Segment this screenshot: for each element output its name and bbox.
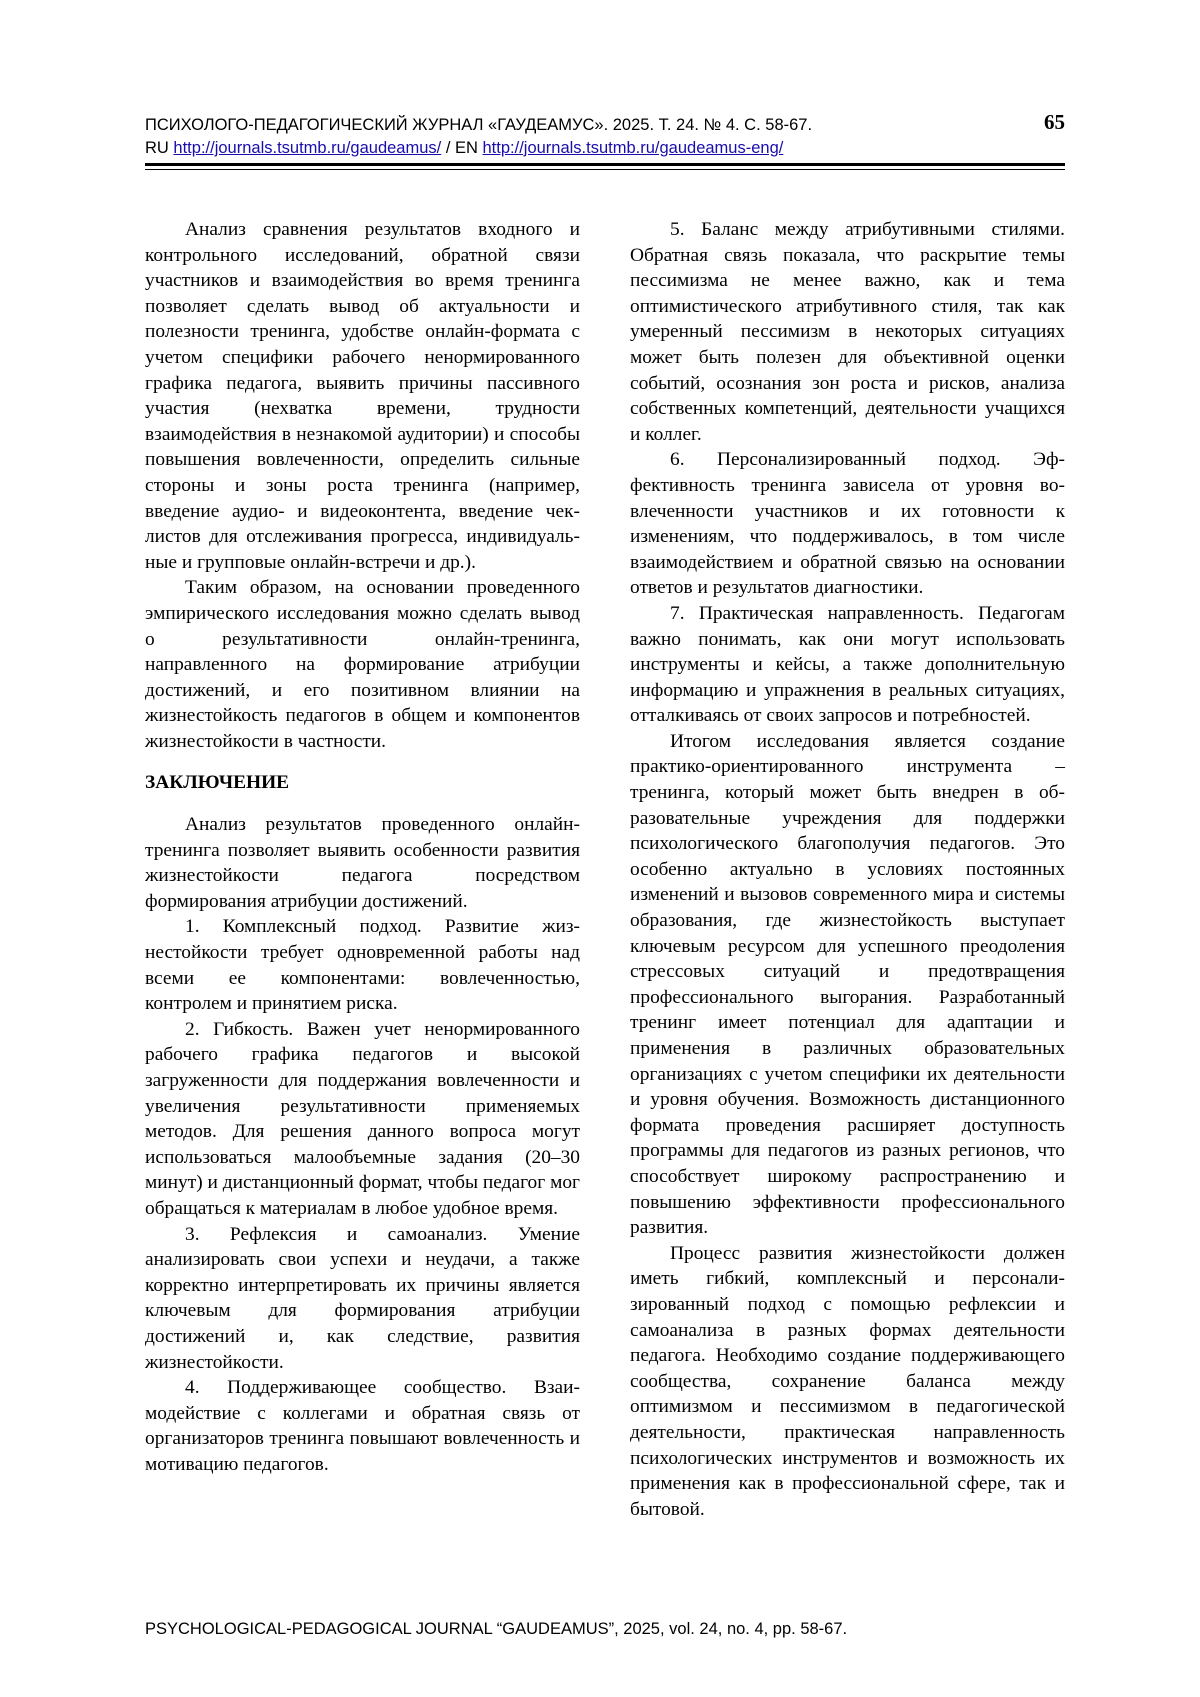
list-item-1: 1. Комплексный подход. Развитие жизнестойкости требует одновременной работы над всеми ее компонентами: вовлеченностью, контролем и принятием риска. <box>145 916 580 1015</box>
list-item-4: 4. Поддерживающее сообщество. Взаимодействие с коллегами и обратная связь от организаторов тренинга повышают вовлеченность и мотивацию педагогов. <box>145 1377 580 1475</box>
list-item-5: 5. Баланс между атрибутивными стилями. Обратная связь показала, что раскрытие темы пессимизма не менее важно, как и тема оптимистического атрибутивного стиля, так как умеренный пессимизм в некоторых ситуациях может быть полезен для объективной оценки событий, осознания зон роста и рисков, анализа собственных компетенций, деятельности учащихся и коллег. <box>630 219 1065 445</box>
paragraph-analysis: Анализ сравнения результатов входного и контрольного исследований, обратной связи участников и взаимодействия во время тренинга позволяет сделать вывод об актуальности и полезности тренинга, удобстве онлайн-формата с учетом специфики рабочего ненормированного графика педагога, выявить причины пассивного участия (нехватка времени, трудности взаимодействия в незнакомой аудитории) и способы повышения вовлеченности, определить сильные стороны и зоны роста тренинга (например, введение аудио- и видеоконтента, введение чек-листов для отслеживания прогресса, индивидуальные и групповые онлайн-встречи и др.). <box>145 219 580 573</box>
right-column <box>630 217 1065 1522</box>
paragraph-conclusion-summary: Таким образом, на основании проведенного эмпирического исследования можно сделать вывод о результативности онлайн-тренинга, направленного на формирование атрибуции достижений, и его позитивном влиянии на жизнестойкость педагогов в общем и компонентов жизнестойкости в частности. <box>145 577 580 752</box>
page-number: 65 <box>1044 110 1065 134</box>
ru-prefix: RU <box>145 139 174 157</box>
journal-citation: ПСИХОЛОГО-ПЕДАГОГИЧЕСКИЙ ЖУРНАЛ «ГАУДЕАМУС». 2025. Т. 24. № 4. С. 58-67. <box>145 116 813 134</box>
paragraph-result: Итогом исследования является создание практико-ориентированного инструмента – тренинга, который может быть внедрен в образовательные учреждения для поддержки психологического благополучия педагогов. Это особенно актуально в условиях постоянных изменений и вызовов современного мира и системы образования, где жизнестойкость выступает ключевым ресурсом для успешного преодоления стрессовых ситуаций и предотвращения профессионального выгорания. Разработанный тренинг имеет потенциал для адаптации и применения в различных образовательных организациях с учетом специфики их деятельности и уровня обучения. Возможность дистанционного формата проведения расширяет доступность программы для педагогов из разных регионов, что способствует широкому распространению и повышению эффективности профессионального развития. <box>630 730 1065 1239</box>
running-header <box>145 110 1065 160</box>
journal-links <box>145 137 1065 160</box>
en-journal-link[interactable]: http://journals.tsutmb.ru/gaudeamus-eng/ <box>482 139 784 157</box>
paragraph-conclusion-intro: Анализ результатов проведенного онлайн-тренинга позволяет выявить особенности развития жизнестойкости педагога посредством формирования атрибуции достижений. <box>145 814 580 912</box>
paragraph-process: Процесс развития жизнестойкости должен иметь гибкий, комплексный и персонализированный подход с помощью рефлексии и самоанализа в разных формах деятельности педагога. Необходимо создание поддерживающего сообщества, сохранение баланса между оптимизмом и пессимизмом в педагогической деятельности, практическая направленность психологических инструментов и возможность их применения как в профессиональной сфере, так и бытовой. <box>630 1242 1065 1520</box>
left-column <box>145 217 580 1478</box>
list-item-7: 7. Практическая направленность. Педагогам важно понимать, как они могут использовать инструменты и кейсы, а также дополнительную информацию и упражнения в реальных ситуациях, отталкиваясь от своих запросов и потребностей. <box>630 602 1065 727</box>
header-rule-thin <box>145 169 1065 170</box>
list-item-3: 3. Рефлексия и самоанализ. Умение анализировать свои успехи и неудачи, а также корректно интерпретировать их причины является ключевым для формирования атрибуции достижений и, как следствие, развития жизнестойкости. <box>145 1223 580 1373</box>
running-footer: PSYCHOLOGICAL-PEDAGOGICAL JOURNAL “GAUDEAMUS”, 2025, vol. 24, no. 4, pp. 58-67. <box>145 1620 848 1638</box>
list-item-2: 2. Гибкость. Важен учет ненормированного рабочего графика педагогов и высокой загруженности для поддержания вовлеченности и увеличения результативности применяемых методов. Для решения данного вопроса могут использоваться малообъемные задания (20–30 минут) и дистанционный формат, чтобы педагог мог обращаться к материалам в любое удобное время. <box>145 1018 580 1219</box>
list-item-6: 6. Персонализированный подход. Эффективность тренинга зависела от уровня вовлеченности участников и их готовности к изменениям, что поддерживалось, в том числе взаимодействием и обратной связью на основании ответов и результатов диагностики. <box>630 449 1065 599</box>
link-separator: / EN <box>441 139 483 157</box>
ru-journal-link[interactable]: http://journals.tsutmb.ru/gaudeamus/ <box>173 139 442 157</box>
header-rule-thick <box>145 163 1065 166</box>
section-heading-conclusion: ЗАКЛЮЧЕНИЕ <box>145 772 290 794</box>
